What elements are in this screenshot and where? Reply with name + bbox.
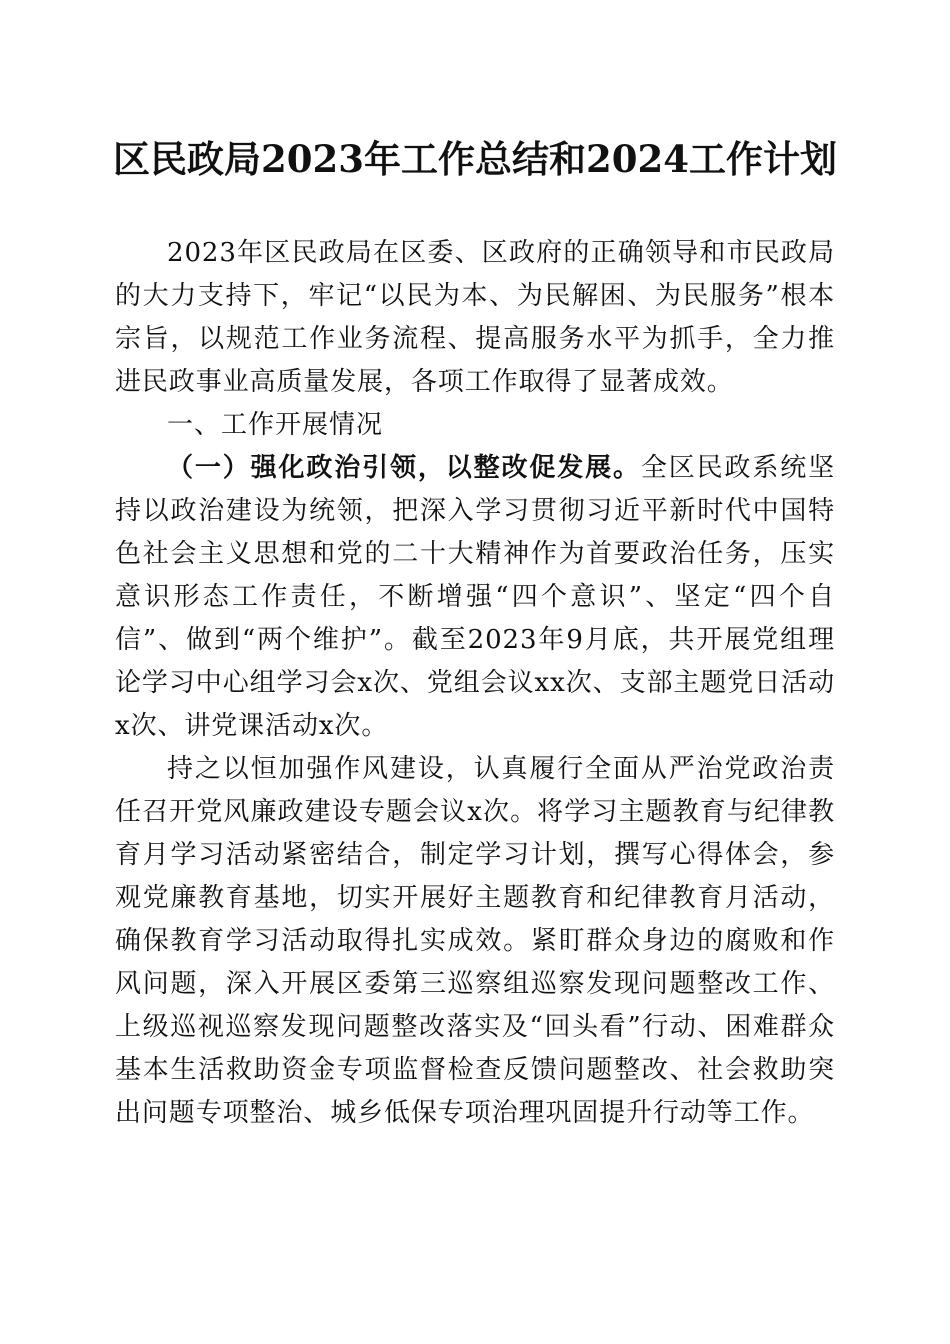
subsection-text: 全区民政系统坚持以政治建设为统领，把深入学习贯彻习近平新时代中国特色社会主义思想和党的二十大精神作为首要政治任务，压实意识形态工作责任，不断增强“四个意识”、坚定“四个自信”、做到“两个维护”。截至2023年9月底，共开展党组理论学习中心组学习会x次、党组会议xx次、支部主题党日活动x次、讲党课活动x次。 [115,453,835,741]
document-body [115,232,835,1135]
section-heading: 一、工作开展情况 [167,410,384,440]
subsection-heading: （一）强化政治引领，以整改促发展。 [167,453,641,483]
document-title: 区民政局2023年工作总结和2024工作计划 [113,137,837,181]
subsection-paragraph [115,447,835,748]
body-paragraph: 持之以恒加强作风建设，认真履行全面从严治党政治责任召开党风廉政建设专题会议x次。将学习主题教育与纪律教育月学习活动紧密结合，制定学习计划，撰写心得体会，参观党廉教育基地，切实开展好主题教育和纪律教育月活动，确保教育学习活动取得扎实成效。紧盯群众身边的腐败和作风问题，深入开展区委第三巡察组巡察发现问题整改工作、上级巡视巡察发现问题整改落实及“回头看”行动、困难群众基本生活救助资金专项监督检查反馈问题整改、社会救助突出问题专项整治、城乡低保专项治理巩固提升行动等工作。 [115,754,835,1128]
intro-paragraph: 2023年区民政局在区委、区政府的正确领导和市民政局的大力支持下，牢记“以民为本、为民解困、为民服务”根本宗旨，以规范工作业务流程、提高服务水平为抓手，全力推进民政事业高质量发展，各项工作取得了显著成效。 [115,238,835,397]
